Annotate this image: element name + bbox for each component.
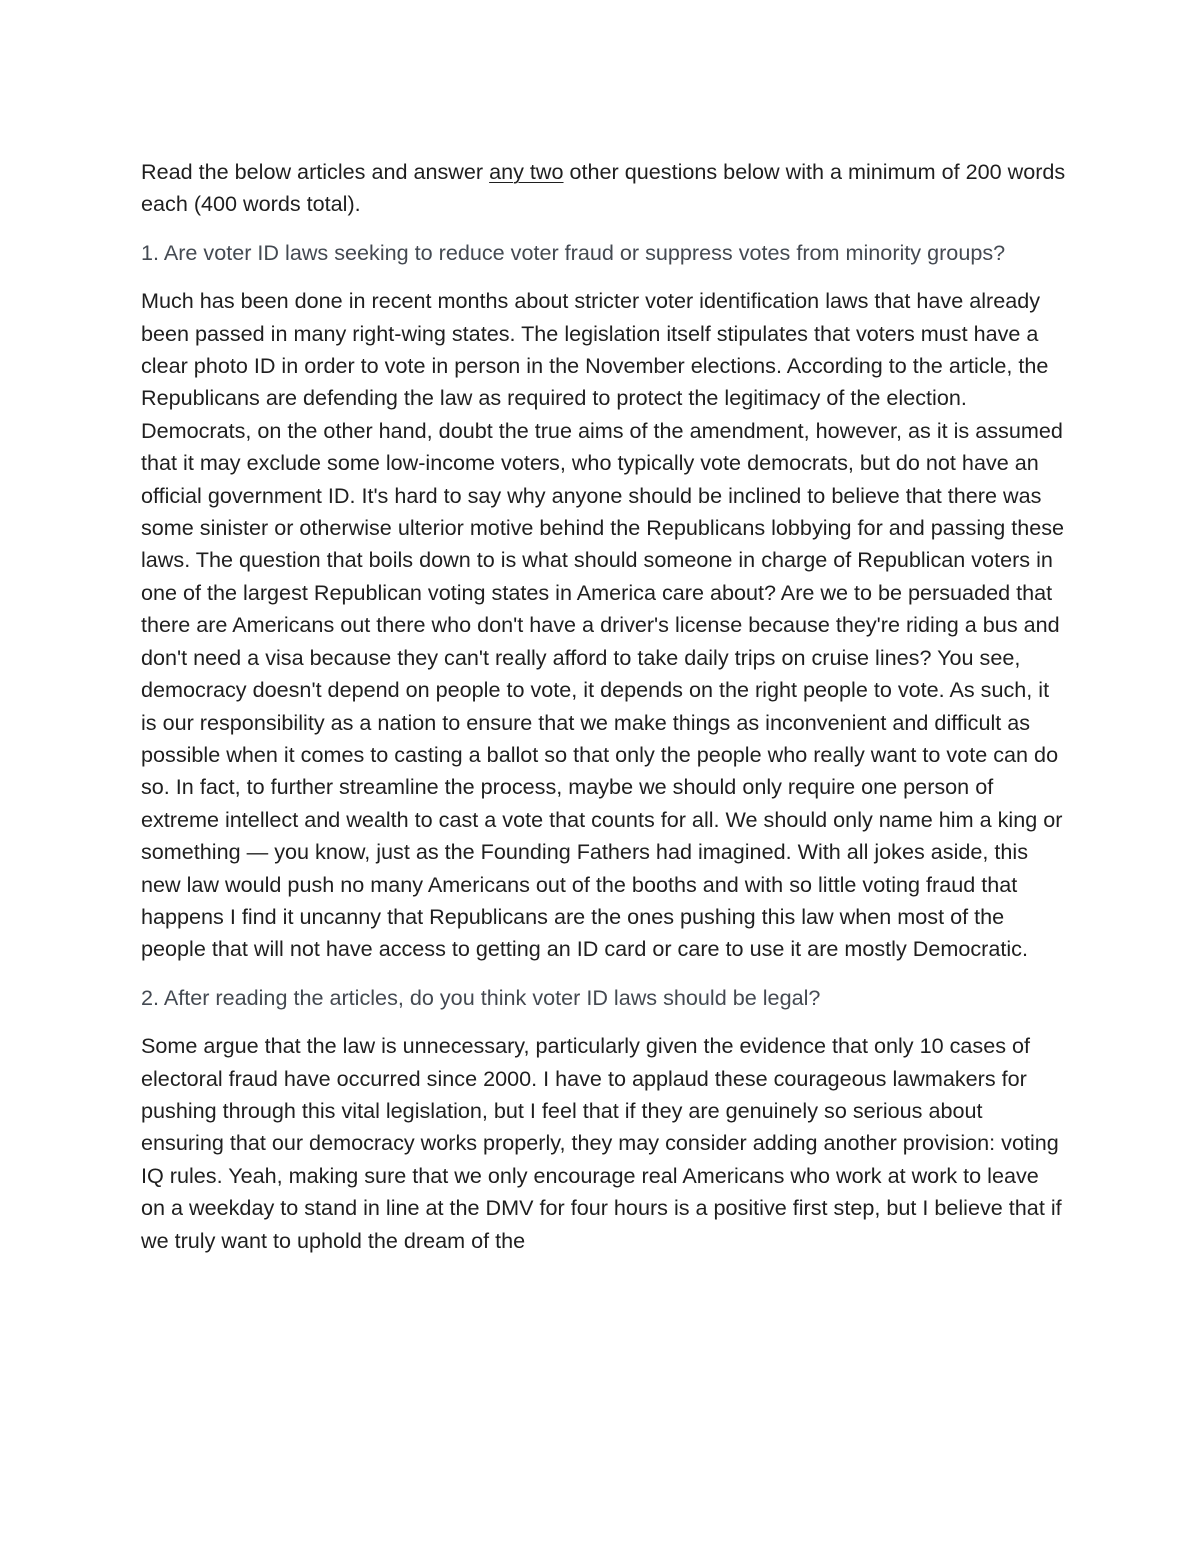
document-body (141, 156, 1066, 1273)
instructions-text-start: Read the below articles and answer (141, 159, 490, 184)
instructions-paragraph (141, 156, 1066, 221)
question-2: 2. After reading the articles, do you think voter ID laws should be legal? (141, 984, 821, 1010)
answer-1: Much has been done in recent months about stricter voter identification laws that have already been passed in many right-wing states. The legislation itself stipulates that voters must have a clear photo ID in order to vote in person in the November elections. According to the article, the Republicans are defending the law as required to protect the legitimacy of the election. Democrats, on the other hand, doubt the true aims of the amendment, however, as it is assumed that it may exclude some low-income voters, who typically vote democrats, but do not have an official government ID. It's hard to say why anyone should be inclined to believe that there was some sinister or otherwise ulterior motive behind the Republicans lobbying for and passing these laws. The question that boils down to is what should someone in charge of Republican voters in one of the largest Republican voting states in America care about? Are we to be persuaded that there are Americans out there who don't have a driver's license because they're riding a bus and don't need a visa because they can't really afford to take daily trips on cruise lines? You see, democracy doesn't depend on people to vote, it depends on the right people to vote. As such, it is our responsibility as a nation to ensure that we make things as inconvenient and difficult as possible when it comes to casting a ballot so that only the people who really want to vote can do so. In fact, to further streamline the process, maybe we should only require one person of extreme intellect and wealth to cast a vote that counts for all. We should only name him a king or something — you know, just as the Founding Fathers had imagined. With all jokes aside, this new law would push no many Americans out of the booths and with so little voting fraud that happens I find it uncanny that Republicans are the ones pushing this law when most of the people that will not have access to getting an ID card or care to use it are mostly Democratic. (141, 288, 1065, 962)
instructions-text-end: other questions below with a minimum of 200 words each (400 words total). (141, 159, 1066, 217)
instructions-emphasis: any two (489, 159, 564, 184)
question-1: 1. Are voter ID laws seeking to reduce voter fraud or suppress votes from minority groups? (141, 239, 1006, 265)
answer-2: Some argue that the law is unnecessary, particularly given the evidence that only 10 cases of electoral fraud have occurred since 2000. I have to applaud these courageous lawmakers for pushing through this vital legislation, but I feel that if they are genuinely so serious about ensuring that our democracy works properly, they may consider adding another provision: voting IQ rules. Yeah, making sure that we only encourage real Americans who work at work to leave on a weekday to stand in line at the DMV for four hours is a positive first step, but I believe that if we truly want to uphold the dream of the (141, 1033, 1062, 1253)
